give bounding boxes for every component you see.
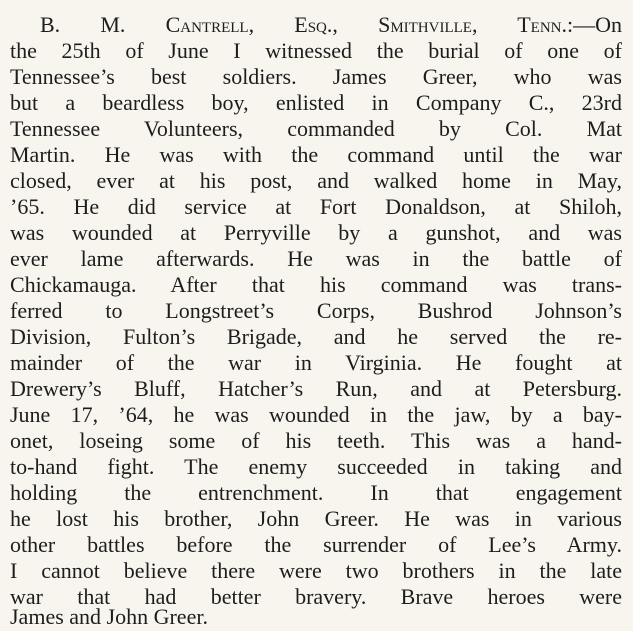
article-line: James and John Greer. [10, 604, 208, 629]
article-line: Tennessee’s best soldiers. James Greer, who was [10, 64, 622, 89]
article-line: Martin. He was with the command until the war [10, 142, 622, 167]
heading-separator: :—On [567, 12, 623, 37]
article-line: but a beardless boy, enlisted in Company C., 23rd [10, 90, 622, 115]
article-line: was wounded at Perryville by a gunshot, and was [10, 220, 622, 245]
article-line: I cannot believe there were two brothers in the late [10, 558, 622, 583]
article-line: onet, loseing some of his teeth. This was a hand- [10, 428, 622, 453]
article-line: mainder of the war in Virginia. He fought at [10, 350, 622, 375]
article-line: the 25th of June I witnessed the burial of one of [10, 38, 622, 63]
article-line: to-hand fight. The enemy succeeded in taking and [10, 454, 622, 479]
article-line: he lost his brother, John Greer. He was in various [10, 506, 622, 531]
article-line-heading [40, 12, 622, 38]
correspondent-place: Smithville, Tenn. [378, 12, 568, 37]
correspondent-name: B. M. Cantrell, Esq., [40, 12, 338, 37]
article-line: June 17, ’64, he was wounded in the jaw, by a bay- [10, 402, 622, 427]
article-line: other battles before the surrender of Lee’s Army. [10, 532, 622, 557]
article-line: holding the entrenchment. In that engagement [10, 480, 622, 505]
article-line: Chickamauga. After that his command was trans- [10, 272, 622, 297]
article-line: ’65. He did service at Fort Donaldson, at Shiloh, [10, 194, 622, 219]
article-line: Drewery’s Bluff, Hatcher’s Run, and at Petersburg. [10, 376, 622, 401]
article-line: Division, Fulton’s Brigade, and he served the re- [10, 324, 622, 349]
article-line: Tennessee Volunteers, commanded by Col. Mat [10, 116, 622, 141]
article-line: ferred to Longstreet’s Corps, Bushrod Johnson’s [10, 298, 622, 323]
article-line: ever lame afterwards. He was in the battle of [10, 246, 622, 271]
article-line: war that had better bravery. Brave heroes were [10, 584, 622, 609]
article-line: closed, ever at his post, and walked home in May, [10, 168, 622, 193]
